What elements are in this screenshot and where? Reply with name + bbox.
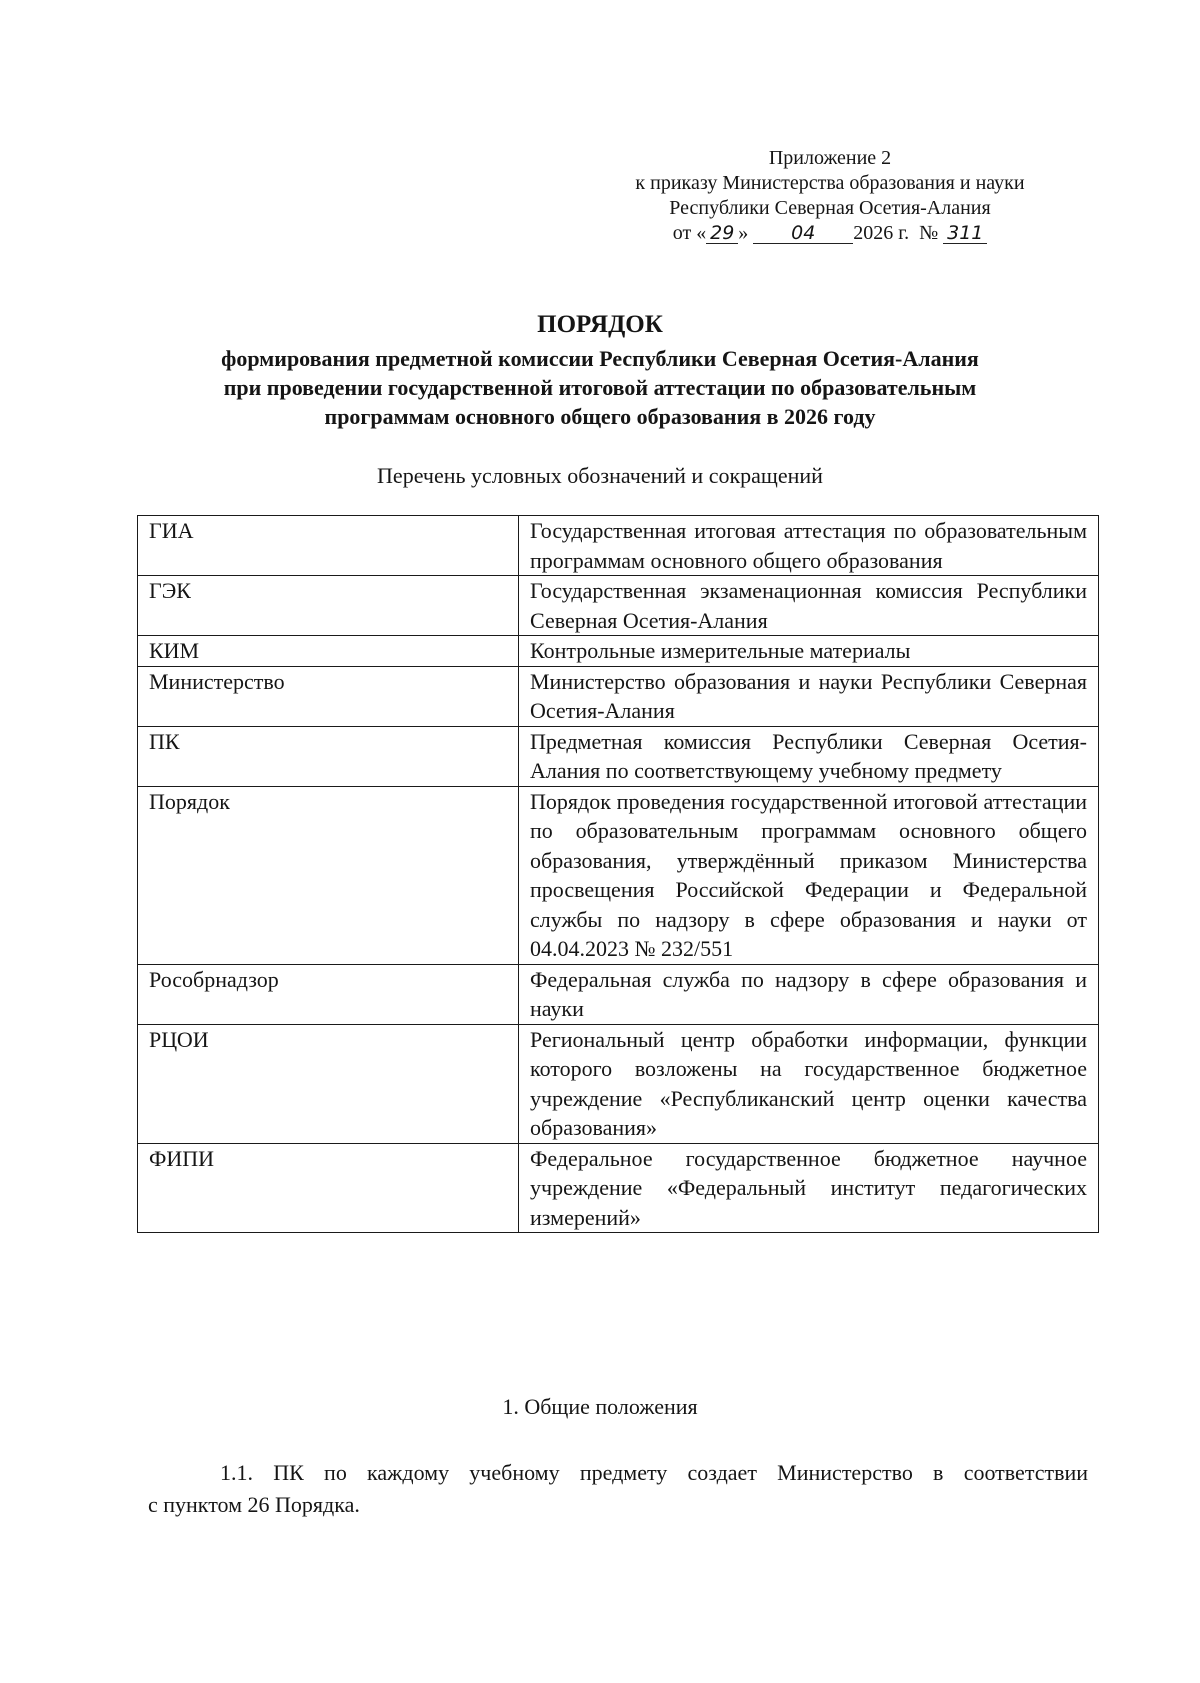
table-row [138, 726, 1099, 786]
appendix-order-reference: к приказу Министерства образования и науки [635, 172, 1025, 194]
table-row [138, 1143, 1099, 1233]
title-sub-line: формирования предметной комиссии Республики Северная Осетия-Алания [221, 346, 979, 371]
date-month-handwritten: 04 [753, 223, 853, 244]
title-subtitle [100, 344, 1100, 431]
date-year: 2026 г. [853, 222, 910, 244]
title-sub-line: программам основного общего образования в 2026 году [324, 404, 876, 429]
abbreviations-heading: Перечень условных обозначений и сокращений [377, 463, 823, 488]
table-row [138, 576, 1099, 636]
table-row [138, 964, 1099, 1024]
table-row [138, 1024, 1099, 1143]
table-row [138, 636, 1099, 667]
abbreviation-term: РЦОИ [138, 1024, 519, 1143]
abbreviation-term: Порядок [138, 786, 519, 964]
abbreviation-term: Рособрнадзор [138, 964, 519, 1024]
appendix-number: Приложение 2 [768, 147, 892, 169]
abbreviations-table [137, 515, 1099, 1233]
abbreviation-term: КИМ [138, 636, 519, 667]
date-prefix: от « [672, 222, 707, 244]
abbreviation-term: ФИПИ [138, 1143, 519, 1233]
paragraph-1-1-continuation: соответствии с пунктом 26 Порядка. [148, 1460, 1089, 1517]
abbreviation-term: ГИА [138, 516, 519, 576]
abbreviation-definition: Государственная итоговая аттестация по образовательным программам основного общего образования [519, 516, 1099, 576]
title-sub-line: при проведении государственной итоговой аттестации по образовательным [223, 375, 977, 400]
document-title [100, 310, 1100, 431]
table-row [138, 516, 1099, 576]
paragraph-1-1 [148, 1457, 1088, 1521]
abbreviation-term: ГЭК [138, 576, 519, 636]
table-row [138, 786, 1099, 964]
abbreviation-definition: Порядок проведения государственной итоговой аттестации по образовательным программам основного общего образования, утверждённый приказом Министерства просвещения Российской Федерации и Федеральной службы по надзору в сфере образования и науки от 04.04.2023 № 232/551 [519, 786, 1099, 964]
section-heading: 1. Общие положения [502, 1394, 698, 1419]
abbreviation-definition: Контрольные измерительные материалы [519, 636, 1099, 667]
number-label: № [919, 222, 939, 244]
abbreviation-definition: Государственная экзаменационная комиссия Республики Северная Осетия-Алания [519, 576, 1099, 636]
abbreviation-definition: Региональный центр обработки информации, функции которого возложены на государственное бюджетное учреждение «Республиканский центр оценки качества образования» [519, 1024, 1099, 1143]
paragraph-1-1-first-line: 1.1. ПК по каждому учебному предмету создает Министерство в [220, 1460, 944, 1485]
date-day-handwritten: 29 [706, 223, 738, 244]
appendix-date-line [600, 221, 1060, 246]
title-main: ПОРЯДОК [537, 311, 663, 338]
abbreviation-definition: Министерство образования и науки Республики Северная Осетия-Алания [519, 666, 1099, 726]
abbreviation-definition: Предметная комиссия Республики Северная Осетия-Алания по соответствующему учебному предмету [519, 726, 1099, 786]
abbreviation-definition: Федеральная служба по надзору в сфере образования и науки [519, 964, 1099, 1024]
abbreviation-term: ПК [138, 726, 519, 786]
table-row [138, 666, 1099, 726]
order-number-handwritten: 311 [943, 223, 987, 244]
abbreviation-term: Министерство [138, 666, 519, 726]
abbreviation-definition: Федеральное государственное бюджетное научное учреждение «Федеральный институт педагогических измерений» [519, 1143, 1099, 1233]
appendix-reference [600, 146, 1060, 246]
appendix-republic: Республики Северная Осетия-Алания [669, 197, 991, 219]
date-mid: » [738, 222, 749, 244]
